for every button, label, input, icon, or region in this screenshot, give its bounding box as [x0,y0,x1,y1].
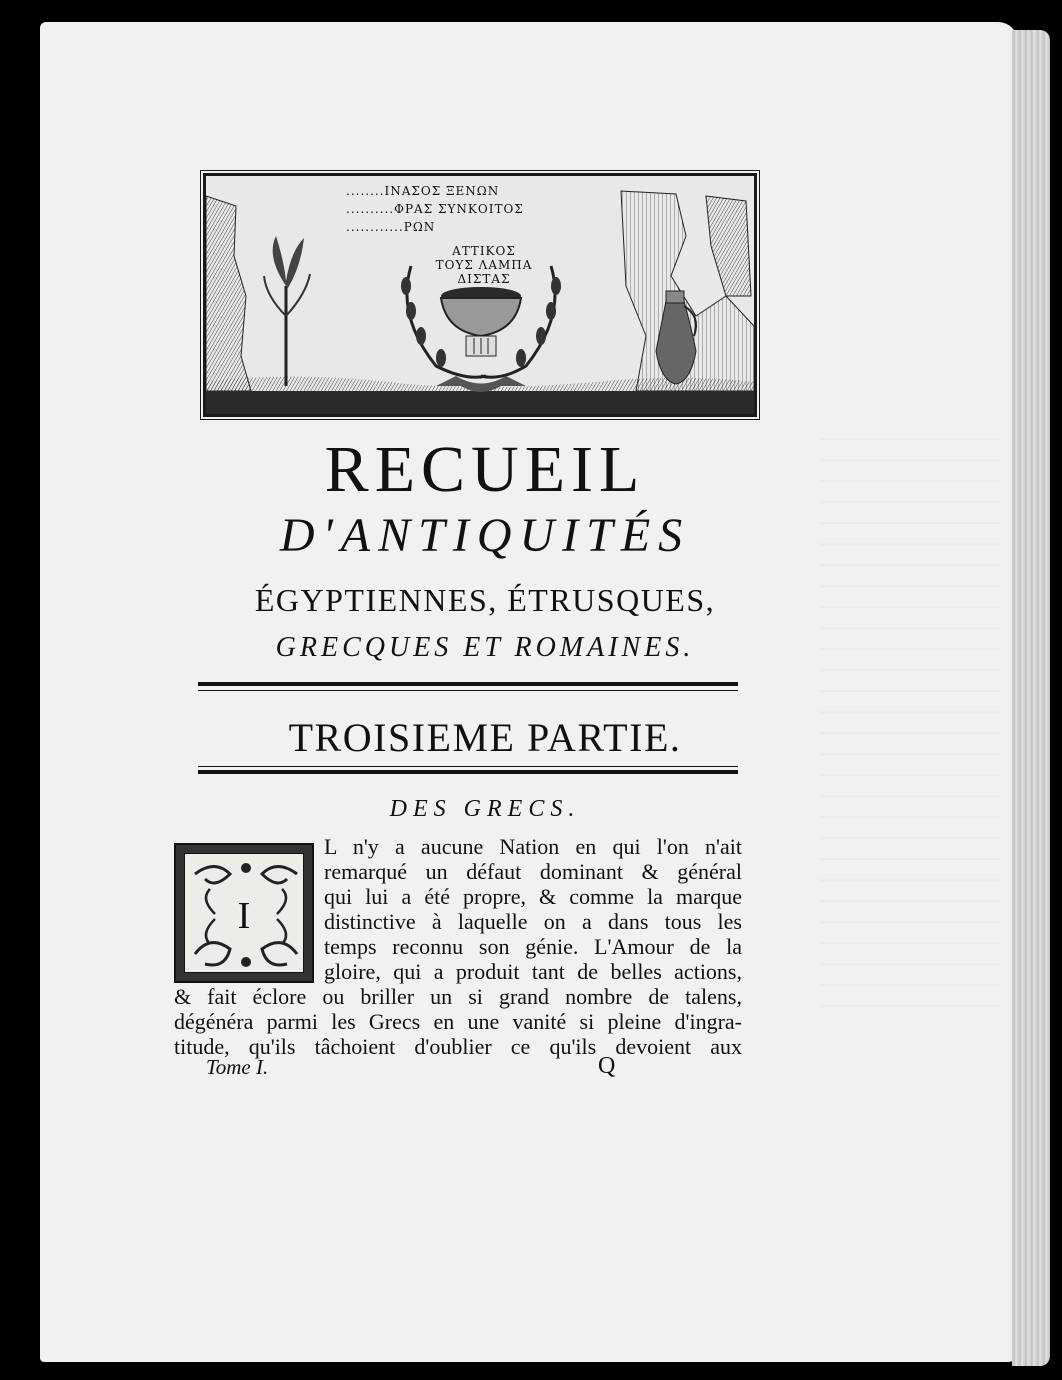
inscription-line-2: ..........ΦΡΑΣ ΣΥΝΚΟΙΤΟΣ [346,202,524,216]
inscription-line-6: ΔΙΣΤΑΣ [457,272,511,286]
body-line-3: qui lui a été propre, & comme la marque [324,884,742,909]
drop-cap-ornament [174,843,314,983]
show-through-texture [820,420,1000,1020]
drop-cap-letter: I [237,895,251,937]
inscription-line-3: ............ΡΩΝ [346,220,436,234]
body-line-5: temps reconnu son génie. L'Amour de la [324,934,742,959]
body-line-1: L n'y a aucune Nation en qui l'on n'ait [324,834,742,859]
body-line-7: & fait éclore ou briller un si grand nombre de talens, [174,984,742,1009]
rule-thin-bottom [198,766,738,767]
inscription-line-5: ΤΟΥΣ ΛΑΜΠΑ [435,258,533,272]
rule-thick-top [198,682,738,686]
part-title: TROISIEME PARTIE. [288,715,682,760]
rule-thick-bottom [198,770,738,774]
body-line-6: gloire, qui a produit tant de belles actions, [324,959,742,984]
rule-thin-top [198,690,738,691]
engraved-vignette [203,173,757,417]
page-edges [1012,30,1050,1366]
volume-number: Tome I. [206,1055,269,1079]
inscription-line-1: ........ΙΝΑΣΟΣ ΞΕΝΩΝ [346,184,500,198]
subtitle-line-2: GRECQUES ET ROMAINES. [275,632,695,663]
body-line-4: distinctive à laquelle on a dans tous les [324,909,742,934]
drop-cap-frame [184,853,304,973]
inscription-line-4: ΑΤΤΙΚΟΣ [452,244,516,258]
book-title: RECUEIL [324,433,646,506]
signature-mark: Q [598,1053,616,1079]
body-line-2: remarqué un défaut dominant & général [324,859,742,884]
section-title: DES GRECS. [389,796,581,822]
book-subtitle: D'ANTIQUITÉS [279,509,691,562]
body-line-8: dégénéra parmi les Grecs en une vanité si pleine d'ingra- [174,1009,742,1034]
subtitle-line-1: ÉGYPTIENNES, ÉTRUSQUES, [254,582,716,618]
body-line-9: titude, qu'ils tâchoient d'oublier ce qu'ils devoient aux [174,1034,742,1059]
